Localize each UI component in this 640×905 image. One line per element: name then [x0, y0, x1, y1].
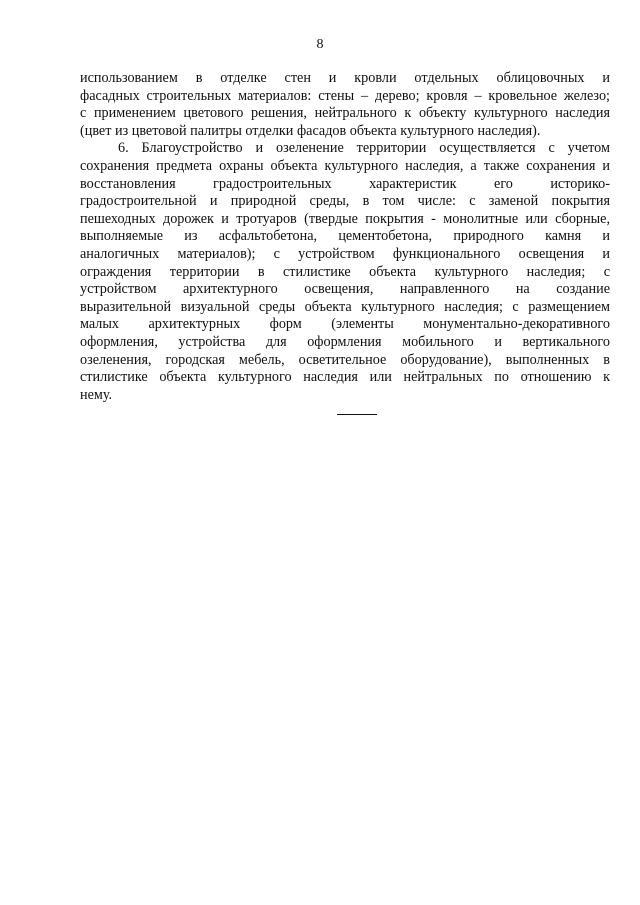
text-line: нему.	[80, 386, 113, 403]
text-line: сохранения предмета охраны объекта культурного наследия, а также сохранения и	[80, 157, 610, 174]
text-line: выразительной визуальной среды объекта культурного наследия; с размещением	[80, 298, 610, 315]
text-line: восстановления градостроительных характеристик его историко-	[80, 175, 610, 192]
text-line: (цвет из цветовой палитры отделки фасадов объекта культурного наследия).	[80, 122, 541, 139]
text-line: выполняемые из асфальтобетона, цементобетона, природного камня и	[80, 228, 610, 245]
end-separator-line	[337, 414, 377, 415]
text-line: градостроительной и природной среды, в том числе: с заменой покрытия	[80, 193, 610, 210]
page-number: 8	[316, 37, 324, 52]
text-line: ограждения территории в стилистике объекта культурного наследия; с	[80, 263, 610, 280]
text-line: с применением цветового решения, нейтрального к объекту культурного наследия	[80, 105, 610, 122]
text-line: стилистике объекта культурного наследия или нейтральных по отношению к	[80, 369, 610, 386]
text-line: пешеходных дорожек и тротуаров (твердые покрытия - монолитные или сборные,	[80, 210, 610, 227]
paragraph-6-first-line: 6. Благоустройство и озеленение территории осуществляется с учетом	[118, 140, 610, 157]
text-line: устройством архитектурного освещения, направленного на создание	[80, 281, 610, 298]
text-line: аналогичных материалов); с устройством функционального освещения и	[80, 245, 610, 262]
body-text	[80, 70, 610, 404]
text-line: озеленения, городская мебель, осветительное оборудование), выполненных в	[80, 351, 610, 368]
text-line: использованием в отделке стен и кровли отдельных облицовочных и	[80, 70, 610, 86]
text-line: фасадных строительных материалов: стены – дерево; кровля – кровельное железо;	[80, 87, 610, 104]
text-line: малых архитектурных форм (элементы монументально-декоративного	[80, 316, 610, 333]
text-line: оформления, устройства для оформления мобильного и вертикального	[80, 333, 610, 350]
